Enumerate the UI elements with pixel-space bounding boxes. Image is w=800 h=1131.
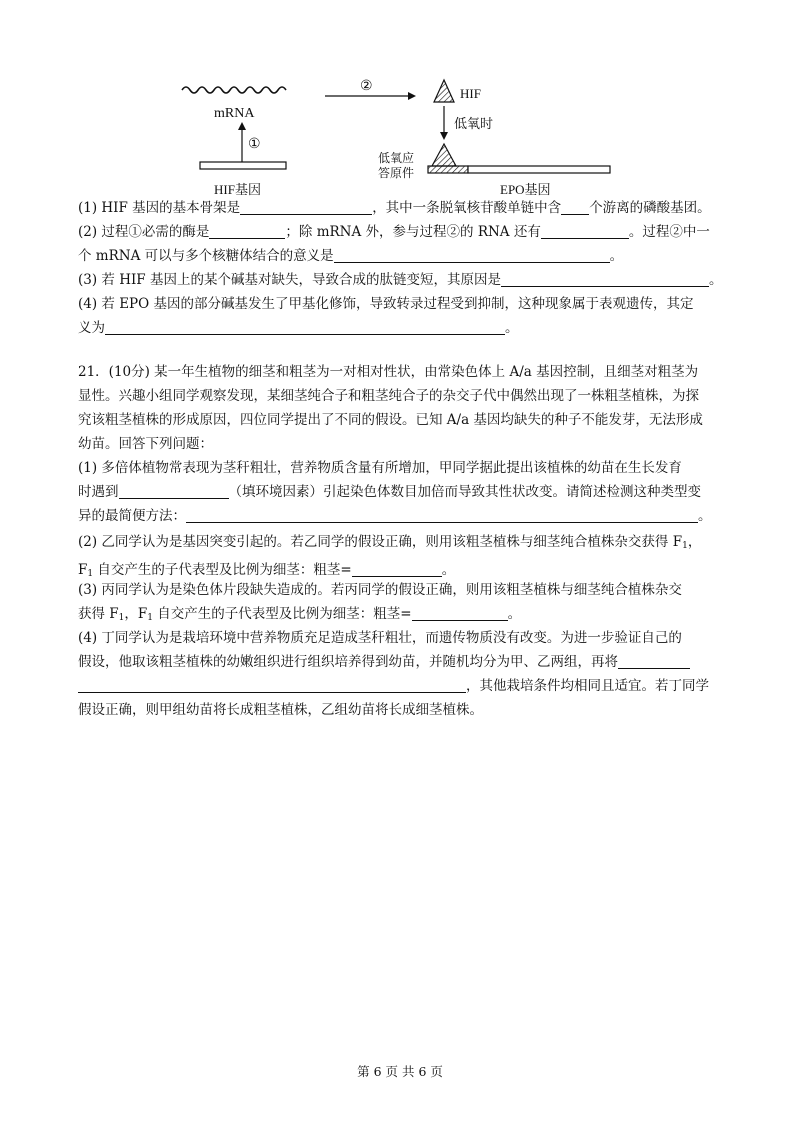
q21-part3-text-b2: ，F (124, 606, 148, 622)
q20-part3-text-b: 。 (708, 272, 723, 288)
q20-part4 (78, 292, 728, 340)
q21-part2-sub-a: 1 (682, 541, 688, 551)
answer-blank[interactable] (78, 677, 466, 693)
q21-part4 (78, 626, 728, 722)
process1-arrowhead (238, 122, 246, 130)
q20-part2-text-a: (2) 过程①必需的酶是 (78, 224, 210, 240)
response-element-label-1: 低氧应 (378, 151, 415, 165)
answer-blank[interactable] (334, 247, 610, 263)
q21-intro-line3: 究该粗茎植株的形成原因，四位同学提出了不同的假设。已知 A/a 基因均缺失的种子不能发芽，无法形成 (78, 412, 703, 428)
q21-part1-text-e: 。 (698, 508, 712, 524)
q21-part3-text-b1: 获得 F (78, 606, 119, 622)
q21-part1-text-b: 时遇到 (78, 484, 119, 500)
q21-intro-line1: 21．(10分) 某一年生植物的细茎和粗茎为一对相对性状，由常染色体上 A/a 基因控制，且细茎对粗茎为 (78, 364, 699, 380)
page-footer: 第 6 页 共 6 页 (357, 1064, 443, 1079)
answer-blank[interactable] (352, 561, 442, 577)
epo-gene-bar (468, 166, 610, 173)
q21-part3-sub-2: 1 (147, 613, 154, 623)
q21-intro-line2: 显性。兴趣小组同学观察发现，某细茎纯合子和粗茎纯合子的杂交子代中偶然出现了一株粗茎植株，为探 (78, 388, 699, 404)
answer-blank[interactable] (412, 605, 508, 621)
q20-part4-text-c: 。 (505, 320, 519, 336)
q21-intro (78, 360, 728, 456)
hif-epo-diagram (170, 70, 630, 200)
q20-part1-text-c: 个游离的磷酸基团。 (589, 200, 711, 216)
q21-part3-sub-1: 1 (118, 613, 125, 623)
q21-part2-sub-b: 1 (87, 569, 94, 579)
q20-part2-text-b: ；除 mRNA 外，参与过程②的 RNA 还有 (285, 224, 541, 240)
answer-blank[interactable] (119, 483, 229, 499)
q20-part2-text-d: 个 mRNA 可以与多个核糖体结合的意义是 (78, 248, 334, 264)
hif-label: HIF (460, 86, 481, 101)
q21-part2-text-c: 。 (441, 562, 456, 578)
q20-part2 (78, 220, 728, 268)
hif-gene-label: HIF基因 (214, 182, 261, 197)
q20-part4-text-a: (4) 若 EPO 基因的部分碱基发生了甲基化修饰，导致转录过程受到抑制，这种现象属于表观遗传，其定 (78, 296, 694, 312)
q21-part1-text-c: （填环境因素）引起染色体数目加倍而导致其性状改变。请简述检测这种类型变 (228, 484, 701, 500)
q21-part3 (78, 578, 728, 630)
q21-part2-text-a-end: ， (687, 534, 702, 550)
q21-part2-text-f: F (78, 562, 88, 578)
process2-label: ② (360, 79, 373, 94)
q20-part1-text-b: ，其中一条脱氧核苷酸单链中含 (372, 200, 562, 216)
q20-part1-text-a: (1) HIF 基因的基本骨架是 (78, 200, 241, 216)
q20-part2-text-e: 。 (609, 248, 624, 264)
response-element-bar (428, 166, 468, 173)
q21-part1-text-d: 异的最简便方法： (78, 508, 186, 524)
mrna-label: mRNA (214, 106, 255, 121)
q21-intro-line4: 幼苗。回答下列问题： (78, 436, 213, 452)
process1-label: ① (248, 137, 261, 152)
q21-part3-text-b4: 。 (507, 606, 522, 622)
q20-part1 (78, 196, 728, 220)
q21-part3-text-a: (3) 丙同学认为是染色体片段缺失造成的。若丙同学的假设正确，则用该粗茎植株与细茎纯合植株杂交 (78, 582, 682, 598)
process2-arrowhead (408, 92, 416, 100)
q21-part3-text-b3: 自交产生的子代表型及比例为细茎：粗茎= (153, 606, 412, 622)
hypoxia-label: 低氧时 (454, 116, 494, 131)
q20-part3-text-a: (3) 若 HIF 基因上的某个碱基对缺失，导致合成的肽链变短，其原因是 (78, 272, 501, 288)
hif-protein-shape (434, 80, 454, 102)
response-element-label-2: 答原件 (378, 166, 415, 180)
answer-blank[interactable] (240, 199, 372, 215)
answer-blank[interactable] (501, 271, 709, 287)
q21-part4-text-c: ，其他栽培条件均相同且适宜。若丁同学 (466, 678, 709, 694)
answer-blank[interactable] (561, 199, 589, 215)
q21-part1-text-a: (1) 多倍体植物常表现为茎秆粗壮，营养物质含量有所增加，甲同学据此提出该植株的幼苗在生长发育 (78, 460, 682, 476)
q21-part4-text-d: 假设正确，则甲组幼苗将长成粗茎植株，乙组幼苗将长成细茎植株。 (78, 702, 483, 718)
answer-blank[interactable] (186, 507, 698, 523)
hif-gene-bar (200, 162, 286, 169)
bound-hif-shape (432, 144, 456, 166)
q21-part1 (78, 456, 728, 528)
answer-blank[interactable] (541, 223, 629, 239)
q21-part4-text-b: 假设，他取该粗茎植株的幼嫩组织进行组织培养得到幼苗，并随机均分为甲、乙两组，再将 (78, 654, 618, 670)
q20-part2-text-c: 。过程②中一 (628, 224, 710, 240)
epo-gene-label: EPO基因 (500, 182, 551, 197)
hypoxia-arrowhead (440, 132, 448, 140)
mrna-wave (182, 87, 286, 93)
q21-part4-text-a: (4) 丁同学认为是栽培环境中营养物质充足造成茎秆粗壮，而遗传物质没有改变。为进一步验证自己的 (78, 630, 682, 646)
q20-part3 (78, 268, 728, 292)
q21-part2-text-b: 自交产生的子代表型及比例为细茎：粗茎= (93, 562, 352, 578)
answer-blank[interactable] (209, 223, 285, 239)
q21-part2-text-a: (2) 乙同学认为是基因突变引起的。若乙同学的假设正确，则用该粗茎植株与细茎纯合植株杂交获得 F (78, 534, 683, 550)
q20-part4-text-b: 义为 (78, 320, 105, 336)
answer-blank[interactable] (618, 653, 690, 669)
answer-blank[interactable] (105, 319, 505, 335)
